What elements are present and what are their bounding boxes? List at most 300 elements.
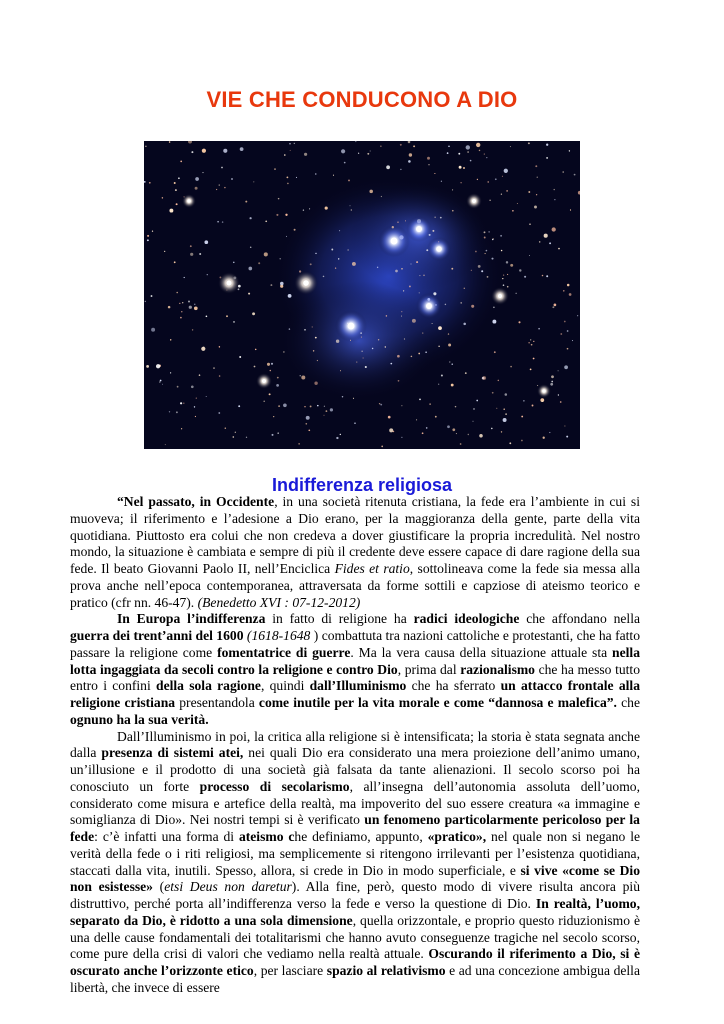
star (270, 284, 272, 286)
star (219, 185, 220, 186)
star (388, 416, 391, 419)
star (487, 276, 489, 278)
star (528, 191, 530, 193)
star (385, 346, 386, 347)
star (286, 236, 287, 237)
text-run: «pratico», (427, 829, 487, 844)
star (459, 166, 462, 169)
star (365, 366, 367, 368)
star (354, 422, 356, 424)
star (310, 405, 312, 407)
star (289, 143, 291, 145)
text-run: , sottolineava come la fede sia messa alla prova anche nell’epoca contemporanea, attraversata da forme sottili e capziose di ateismo teorico e pratico (cfr nn. 46-47). (70, 561, 640, 610)
text-run: “Nel passato, in Occidente (117, 494, 275, 509)
star (176, 411, 178, 413)
text-run: , all’insegna dell’autonomia assoluta dell’uomo, considerato come misura e artefice della realtà, ma impoverito del suo essere creatura «a immagine e somiglianza di Dio». Nei nostri tempi si è verificato (70, 778, 640, 828)
star (533, 358, 535, 360)
star (418, 353, 420, 355)
star (390, 363, 392, 365)
text-run: (Benedetto XVI : 07-12-2012) (197, 594, 361, 610)
star (534, 206, 537, 209)
star (233, 262, 234, 263)
star (401, 316, 402, 317)
star-cluster-photo (144, 141, 580, 449)
star (567, 348, 569, 350)
star (546, 275, 548, 277)
star (144, 181, 146, 183)
star (194, 306, 198, 310)
text-run: spazio al relativismo (326, 963, 446, 978)
star (501, 431, 502, 432)
star (248, 293, 250, 295)
star (323, 415, 324, 416)
star (284, 154, 286, 156)
star (277, 377, 279, 379)
star (419, 398, 421, 400)
star (362, 351, 363, 352)
star (492, 392, 494, 394)
star (231, 178, 233, 180)
star (558, 248, 560, 250)
star (498, 380, 500, 382)
star (533, 341, 534, 342)
star (367, 153, 369, 155)
star (207, 274, 208, 275)
star (280, 282, 284, 286)
star (486, 157, 487, 158)
star (288, 294, 292, 298)
star (401, 437, 402, 438)
star (528, 142, 530, 144)
star (252, 312, 255, 315)
star (216, 189, 217, 190)
star (448, 344, 451, 347)
star (245, 201, 247, 203)
star (195, 177, 199, 181)
star (192, 329, 193, 330)
star (447, 152, 449, 154)
star (169, 141, 171, 143)
star (542, 275, 544, 277)
section-heading: Indifferenza religiosa (271, 475, 453, 495)
star (408, 160, 411, 163)
star (169, 411, 170, 412)
star (315, 173, 316, 174)
star (331, 249, 333, 251)
star (398, 380, 400, 382)
star (531, 344, 533, 346)
star (558, 370, 559, 371)
text-run: nella lotta ingaggiata da secoli contro la religione e contro Dio (70, 644, 640, 677)
star (447, 425, 450, 428)
star (473, 421, 474, 422)
star (179, 303, 180, 304)
star (254, 366, 256, 368)
star (250, 246, 252, 248)
star (219, 346, 220, 347)
star (165, 444, 166, 445)
page-title: VIE CHE CONDUCONO A DIO (206, 87, 518, 112)
star (224, 187, 225, 188)
text-run: : c’è infatti una forma di (94, 829, 239, 844)
star (510, 366, 512, 368)
star (564, 365, 568, 369)
star (314, 382, 317, 385)
star (401, 311, 402, 312)
star (174, 261, 176, 263)
star (537, 385, 538, 386)
star (369, 190, 373, 194)
star (486, 250, 488, 252)
star (506, 261, 508, 263)
star (495, 178, 497, 180)
star (554, 189, 555, 190)
star (301, 376, 305, 380)
star (448, 333, 449, 334)
star (546, 157, 548, 159)
star (184, 277, 185, 278)
star (225, 427, 226, 428)
text-run: , quindi (260, 678, 310, 694)
star (419, 292, 420, 293)
star (502, 278, 503, 279)
star (502, 176, 503, 177)
star (552, 227, 556, 231)
text-run: , in una società ritenuta cristiana, la fede era l’ambiente in cui si muoveva; il riferimento e l’adesione a Dio erano, per la maggioranza della gente, parte della vita quotidiana. Piuttosto era colui che non credeva a dover giustificare la propria incredulità. Nel nostro mondo, la situazione è cambiata e sempre di più il credente deve essere capace di dare ragione della sua fede. Il beato Giovanni Paolo II, nell’Enciclica (70, 494, 640, 576)
star (401, 405, 402, 406)
star (151, 295, 153, 297)
star (475, 251, 477, 253)
text-run: della sola ragione (156, 678, 261, 694)
star (543, 437, 545, 439)
star (169, 209, 173, 213)
star (471, 305, 474, 308)
star (317, 405, 319, 407)
star (191, 151, 193, 153)
star (213, 367, 214, 368)
star (471, 270, 472, 271)
star (338, 258, 339, 259)
star (404, 338, 405, 339)
star (389, 428, 393, 432)
star (505, 393, 508, 396)
text-run: e ad una concezione ambigua della libertà, che invece di essere (70, 963, 640, 995)
star (493, 238, 494, 239)
star (532, 405, 534, 407)
star (194, 304, 195, 305)
star (489, 200, 490, 201)
star (438, 326, 442, 330)
star (413, 145, 415, 147)
star (276, 214, 278, 216)
star (149, 182, 151, 184)
star (484, 154, 485, 155)
star (451, 268, 453, 270)
star (503, 274, 504, 275)
star (412, 319, 416, 323)
star (340, 434, 341, 435)
star (263, 401, 265, 403)
star (393, 431, 395, 433)
star (519, 269, 521, 271)
star (484, 237, 486, 239)
star (517, 203, 518, 204)
star (572, 340, 573, 341)
star (290, 150, 291, 151)
star (217, 221, 219, 223)
star (199, 374, 201, 376)
star (422, 432, 424, 434)
star (381, 446, 383, 448)
star (488, 231, 489, 232)
star (223, 149, 227, 153)
star (188, 301, 190, 303)
star (196, 398, 197, 399)
star (544, 234, 548, 238)
star (325, 207, 328, 210)
star (273, 416, 274, 417)
star (145, 301, 146, 302)
star (175, 189, 177, 191)
star (518, 321, 520, 323)
star (323, 276, 325, 278)
text-run: . Ma la vera causa della situazione attuale sta (350, 644, 613, 660)
text-run: si vive «come se Dio non esistesse» (70, 862, 641, 895)
star (348, 249, 349, 250)
star (427, 157, 430, 160)
text-run: Oscurando il riferimento a Dio, si è oscurato anche l’orizzonte etico (70, 946, 640, 978)
star (536, 194, 537, 195)
star (426, 427, 428, 429)
star (258, 262, 260, 264)
star (494, 351, 496, 353)
text-run: ognuno ha la sua verità. (70, 711, 209, 727)
star (452, 210, 454, 212)
star (441, 374, 443, 376)
star (218, 412, 220, 414)
text-run: che ha sferrato (406, 678, 501, 694)
text-run: processo di secolarismo (199, 778, 350, 794)
star (564, 321, 566, 323)
star (356, 362, 357, 363)
star (397, 222, 398, 223)
star (510, 264, 513, 267)
text-run: guerra dei trent’anni del 1600 (70, 628, 244, 643)
text-run: In Europa l’indifferenza (117, 611, 266, 627)
text-run: ateismo c (238, 829, 295, 844)
star (249, 217, 251, 219)
star (335, 267, 336, 268)
star (199, 253, 201, 255)
text-run: Dall’Illuminismo in poi, la critica alla religione si è intensificata; la storia è stata segnata anche dalla (70, 728, 640, 761)
star (326, 410, 328, 412)
star (485, 253, 486, 254)
star (574, 174, 576, 176)
star (551, 381, 553, 383)
star (503, 284, 505, 286)
star (481, 270, 483, 272)
star (304, 406, 305, 407)
star (410, 263, 411, 264)
star (181, 311, 182, 312)
text-run: nel quale non si negano le verità della fede o i riti religiosi, ma semplicemente si ritengono irrilevanti per l’esistenza quotidiana, staccati dalla vita, inutili. Spesso, allora, si crede in Dio in modo superficiale, e (70, 829, 640, 878)
star (445, 304, 447, 306)
star (168, 306, 171, 309)
star (542, 401, 543, 402)
star (310, 263, 312, 265)
star (344, 162, 346, 164)
star (549, 432, 550, 433)
star (428, 164, 429, 165)
star (304, 329, 306, 331)
star (521, 416, 523, 418)
star (429, 403, 430, 404)
star (274, 168, 276, 170)
star (190, 245, 192, 247)
star (503, 418, 507, 422)
star (285, 214, 287, 216)
star (270, 370, 272, 372)
star (289, 328, 290, 329)
star (530, 339, 531, 340)
star (504, 169, 508, 173)
star (370, 150, 371, 151)
star (538, 328, 540, 330)
star (202, 149, 206, 153)
star (523, 400, 524, 401)
star (567, 330, 569, 332)
star (219, 375, 221, 377)
text-run: he definiamo, appunto, (294, 829, 428, 844)
star-cluster-icon (144, 141, 580, 449)
star (271, 363, 273, 365)
star (317, 360, 318, 361)
star (401, 268, 403, 270)
star (145, 146, 146, 147)
text-run: fomentatrice di guerre (217, 644, 351, 660)
text-run: ) combattuta tra nazioni cattoliche e protestanti, che ha fatto passare la religione come (70, 628, 641, 660)
star (248, 267, 252, 271)
text-run: dall’Illuminismo (309, 678, 407, 694)
star (570, 209, 571, 210)
star (432, 323, 433, 324)
star (151, 328, 155, 332)
star (194, 406, 195, 407)
star (204, 240, 208, 244)
star (264, 252, 268, 256)
star (206, 315, 208, 317)
star (524, 276, 526, 278)
star (182, 302, 183, 303)
text-run: un fenomeno particolarmente pericoloso per la fede (70, 812, 640, 844)
star (506, 190, 508, 192)
star (510, 146, 511, 147)
star (501, 250, 503, 252)
star (569, 150, 570, 151)
star (352, 262, 356, 266)
star (512, 210, 514, 212)
star (330, 408, 333, 411)
star (478, 265, 481, 268)
star (452, 364, 453, 365)
text-run: , per lasciare (253, 963, 327, 978)
star (562, 171, 564, 173)
star (190, 253, 193, 256)
star (464, 288, 465, 289)
star (466, 145, 470, 149)
star (309, 208, 310, 209)
star (351, 209, 352, 210)
star (381, 196, 382, 197)
star (246, 437, 247, 438)
star (276, 384, 279, 387)
star (177, 386, 179, 388)
star (372, 348, 373, 349)
text-run: , quella orizzontale, e proprio questo riduzionismo è una delle cause fondamentali dei totalitarismi che hanno avuto conseguenze tragiche nel secolo scorso, come pure della crisi di valori che vediamo nella realtà attuale. (70, 912, 641, 962)
star (560, 401, 562, 403)
text-run: etsi Deus non daretur (164, 879, 292, 895)
star (286, 176, 288, 178)
star (267, 363, 270, 366)
star (460, 443, 462, 445)
star (162, 197, 163, 198)
star (482, 376, 486, 380)
star (283, 403, 287, 407)
star (422, 333, 423, 334)
paragraph-2 (70, 611, 640, 728)
star (477, 179, 478, 180)
star (350, 205, 351, 206)
article-body (70, 494, 640, 997)
star (405, 220, 406, 221)
star (460, 182, 461, 183)
text-run: come inutile per la vita morale e come “dannosa e malefica”. (258, 695, 617, 710)
star (563, 290, 564, 291)
star (358, 153, 359, 154)
star (496, 408, 497, 409)
star (164, 251, 165, 252)
star (379, 403, 380, 404)
star (537, 177, 538, 178)
star (479, 434, 483, 438)
text-run: In realtà, l’uomo, separato da Dio, è ridotto a una sola dimensione (70, 896, 640, 928)
star (500, 235, 502, 237)
star (546, 144, 548, 146)
star (448, 145, 450, 147)
star (278, 198, 280, 200)
star (269, 393, 271, 395)
star (156, 364, 160, 368)
star (363, 357, 364, 358)
star (409, 285, 411, 287)
star (434, 173, 435, 174)
text-run: un attacco frontale alla religione cristiana (70, 678, 640, 710)
star (315, 253, 316, 254)
star (233, 321, 235, 323)
star (416, 261, 418, 263)
star (400, 169, 401, 170)
star (569, 293, 572, 296)
star (395, 270, 398, 273)
star (308, 429, 310, 431)
paragraph-3 (70, 729, 640, 997)
star (409, 153, 412, 156)
star (160, 380, 162, 382)
star (277, 432, 279, 434)
text-run: , prima dal (397, 661, 461, 677)
star (463, 167, 465, 169)
paragraph-1 (70, 494, 640, 611)
